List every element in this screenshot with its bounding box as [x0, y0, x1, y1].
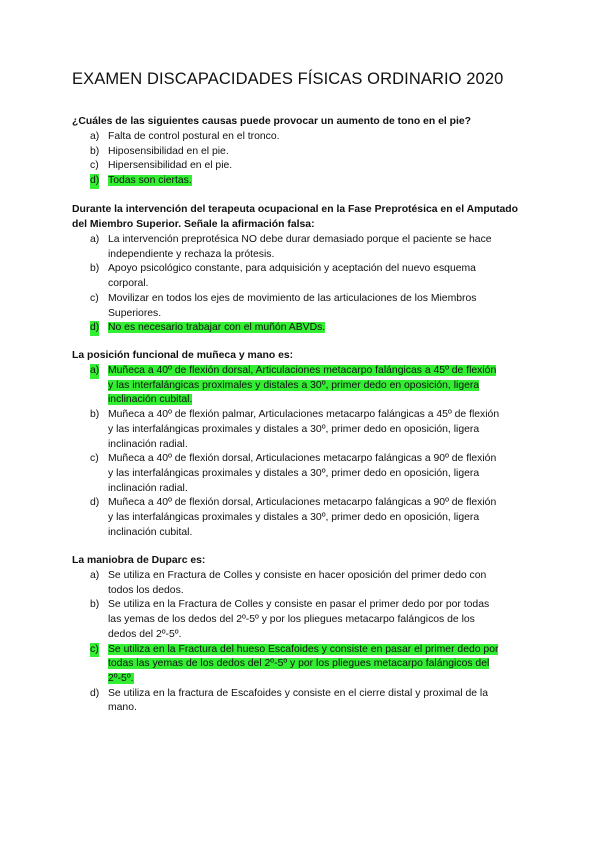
option-list — [72, 569, 532, 716]
option-letter: b) — [90, 599, 100, 611]
question-4 — [72, 553, 532, 716]
option-letter: b) — [90, 409, 100, 421]
option-letter: c) — [90, 643, 99, 658]
option-text-line: Muñeca a 40º de flexión dorsal, Articulaciones metacarpo falángicas a 90º de flexión — [108, 453, 497, 465]
option-list — [72, 233, 532, 336]
option-text-line: todos los dedos. — [108, 584, 184, 596]
question-3 — [72, 348, 532, 540]
option-text-line: Hipersensibilidad en el pie. — [108, 160, 233, 172]
option-text-line: las yemas de los dedos del 2º-5º y por los pliegues metacarpo falángicos de los — [108, 614, 475, 626]
option-text-line: dedos del 2º-5º. — [108, 628, 182, 640]
option-text-line: inclinación radial. — [108, 438, 188, 450]
option-text-line: inclinación cubital. — [108, 394, 193, 406]
option-b — [72, 408, 532, 452]
option-d — [72, 321, 532, 336]
option-letter: d) — [90, 174, 99, 189]
option-letter: d) — [90, 687, 100, 699]
exam-title: EXAMEN DISCAPACIDADES FÍSICAS ORDINARIO 2020 — [72, 70, 504, 88]
question-2 — [72, 202, 532, 336]
option-text-line: y las interfalángicas proximales y distales a 30º, primer dedo en oposición, ligera — [108, 512, 480, 524]
option-c — [72, 159, 532, 174]
option-text-line: todas las yemas de los dedos del 2º-5º y por los pliegues metacarpo falángicos del — [108, 658, 490, 670]
option-text-line: inclinación radial. — [108, 482, 188, 494]
question-text: Durante la intervención del terapeuta ocupacional en la Fase Preprotésica en el Amputado del Miembro Superior. Señale la afirmación falsa: — [72, 204, 518, 230]
option-text-line: mano. — [108, 702, 137, 714]
option-a — [72, 130, 532, 145]
option-letter: b) — [90, 145, 100, 157]
option-text-line: La intervención preprotésica NO debe durar demasiado porque el paciente se hace — [108, 234, 492, 245]
option-letter: b) — [90, 263, 100, 275]
option-text-line: Movilizar en todos los ejes de movimiento de las articulaciones de los Miembros — [108, 292, 477, 304]
option-text-line: Se utiliza en la fractura de Escafoides y consiste en el cierre distal y proximal de la — [108, 687, 489, 699]
question-1 — [72, 114, 532, 189]
option-letter: c) — [90, 453, 99, 465]
option-d — [72, 496, 532, 540]
option-letter: a) — [90, 364, 99, 379]
option-c — [72, 643, 532, 687]
option-letter: d) — [90, 497, 100, 509]
option-text-line: Apoyo psicológico constante, para adquisición y aceptación del nuevo esquema — [108, 263, 476, 275]
option-c — [72, 292, 532, 321]
option-b — [72, 145, 532, 160]
option-text-line: Se utiliza en la Fractura del hueso Escafoides y consiste en pasar el primer dedo por — [108, 643, 499, 655]
option-letter: a) — [90, 234, 100, 245]
option-text-line: corporal. — [108, 278, 149, 290]
option-text-line: 2º-5º. — [108, 672, 134, 684]
option-letter: c) — [90, 292, 99, 304]
option-text-line: Se utiliza en Fractura de Colles y consiste en hacer oposición del primer dedo con — [108, 570, 487, 581]
option-letter: a) — [90, 131, 100, 142]
option-text-line: Todas son ciertas. — [108, 175, 192, 187]
option-text-line: Muñeca a 40º de flexión dorsal, Articulaciones metacarpo falángicas a 45º de flexión — [108, 365, 497, 376]
option-b — [72, 598, 532, 642]
option-text-line: Se utiliza en la Fractura de Colles y consiste en pasar el primer dedo por por todas — [108, 599, 490, 611]
option-a — [72, 569, 532, 598]
question-text: La posición funcional de muñeca y mano es: — [72, 350, 294, 361]
option-b — [72, 262, 532, 291]
option-text-line: independiente y rechaza la prótesis. — [108, 248, 275, 260]
option-letter: c) — [90, 160, 99, 172]
question-text: ¿Cuáles de las siguientes causas puede provocar un aumento de tono en el pie? — [72, 116, 471, 127]
option-d — [72, 687, 532, 716]
option-c — [72, 452, 532, 496]
option-text-line: No es necesario trabajar con el muñón ABVDs. — [108, 322, 326, 334]
option-text-line: y las interfalángicas proximales y distales a 30º, primer dedo en oposición, ligera — [108, 379, 480, 391]
option-text-line: y las interfalángicas proximales y distales a 30º, primer dedo en oposición, ligera — [108, 423, 480, 435]
option-text-line: y las interfalángicas proximales y distales a 30º, primer dedo en oposición, ligera — [108, 467, 480, 479]
option-d — [72, 174, 532, 189]
option-list — [72, 130, 532, 189]
option-list — [72, 364, 532, 540]
option-text-line: Falta de control postural en el tronco. — [108, 131, 280, 142]
option-text-line: inclinación cubital. — [108, 526, 193, 538]
option-text-line: Superiores. — [108, 307, 162, 319]
option-text-line: Muñeca a 40º de flexión dorsal, Articulaciones metacarpo falángicas a 90º de flexión — [108, 497, 497, 509]
option-a — [72, 364, 532, 408]
option-letter: a) — [90, 570, 100, 581]
option-a — [72, 233, 532, 262]
question-text: La maniobra de Duparc es: — [72, 555, 206, 566]
option-text-line: Muñeca a 40º de flexión palmar, Articulaciones metacarpo falángicas a 45º de flexión — [108, 409, 500, 421]
option-text-line: Hiposensibilidad en el pie. — [108, 145, 229, 157]
option-letter: d) — [90, 321, 99, 336]
